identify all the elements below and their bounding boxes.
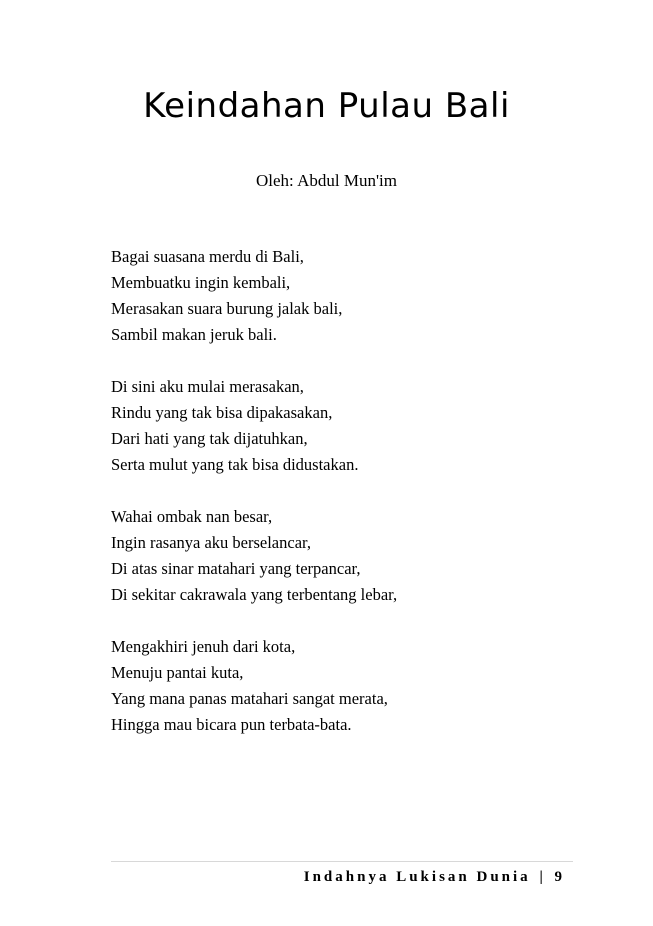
poem-line: Di sekitar cakrawala yang terbentang lebar, bbox=[111, 585, 398, 604]
stanza-1 bbox=[111, 244, 611, 348]
poem-line: Mengakhiri jenuh dari kota, bbox=[111, 637, 296, 656]
poem-line: Membuatku ingin kembali, bbox=[111, 273, 291, 292]
poem-line: Rindu yang tak bisa dipakasakan, bbox=[111, 403, 333, 422]
poem-line: Di atas sinar matahari yang terpancar, bbox=[111, 559, 361, 578]
footer-separator: | bbox=[539, 869, 546, 885]
poem-line: Menuju pantai kuta, bbox=[111, 663, 244, 682]
page-number: 9 bbox=[554, 869, 565, 885]
poem-line: Dari hati yang tak dijatuhkan, bbox=[111, 429, 308, 448]
poem-line: Bagai suasana merdu di Bali, bbox=[111, 247, 304, 266]
poem-line: Yang mana panas matahari sangat merata, bbox=[111, 689, 388, 708]
poem-line: Merasakan suara burung jalak bali, bbox=[111, 299, 343, 318]
poem-line: Hingga mau bicara pun terbata-bata. bbox=[111, 715, 352, 734]
poem-line: Ingin rasanya aku berselancar, bbox=[111, 533, 311, 552]
stanza-3 bbox=[111, 504, 611, 608]
poem-line: Di sini aku mulai merasakan, bbox=[111, 377, 304, 396]
footer-book-title: Indahnya Lukisan Dunia bbox=[303, 869, 531, 885]
stanza-2 bbox=[111, 374, 611, 478]
poem-title: Keindahan Pulau Bali bbox=[143, 86, 510, 126]
poem-line: Wahai ombak nan besar, bbox=[111, 507, 273, 526]
poem-body bbox=[111, 244, 611, 764]
stanza-4 bbox=[111, 634, 611, 738]
footer-divider bbox=[111, 861, 573, 862]
poem-line: Sambil makan jeruk bali. bbox=[111, 325, 277, 344]
poem-line: Serta mulut yang tak bisa didustakan. bbox=[111, 455, 359, 474]
author-byline: Oleh: Abdul Mun'im bbox=[256, 171, 397, 190]
page-footer bbox=[304, 867, 565, 887]
